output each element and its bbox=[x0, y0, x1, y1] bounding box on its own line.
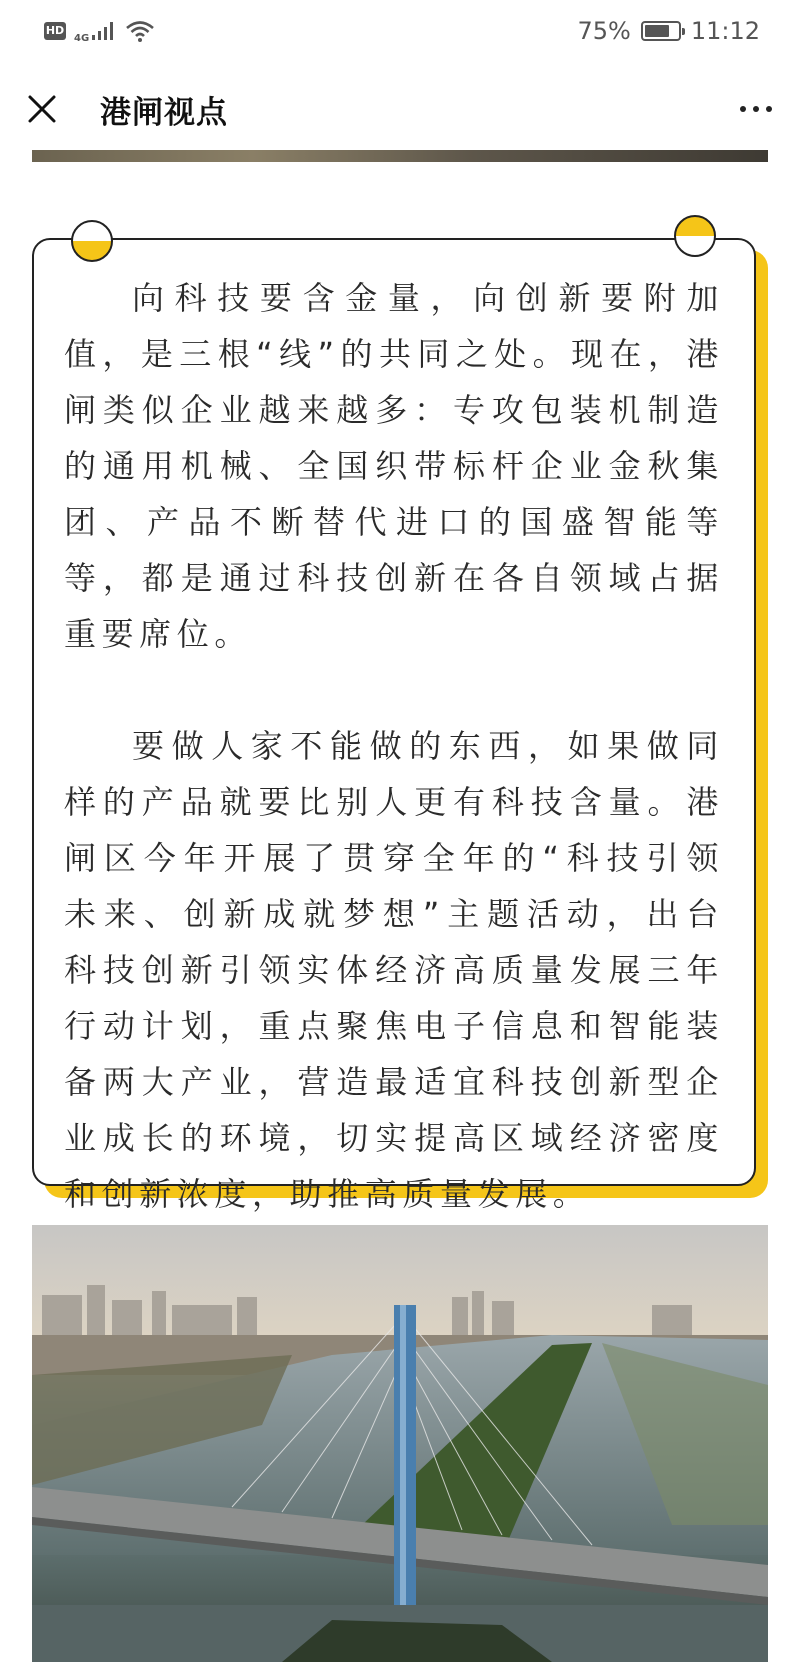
hd-badge: HD bbox=[44, 22, 66, 40]
article-paragraph-2: 要做人家不能做的东西，如果做同样的产品就要比别人更有科技含量。港闸区今年开展了贯穿全年的“科技引领未来、创新成就梦想”主题活动，出台科技创新引领实体经济高质量发展三年行动计划，重点聚焦电子信息和智能装备两大产业，营造最适宜科技创新型企业成长的环境，切实提高区域经济密度和创新浓度，助推高质量发展。 bbox=[64, 727, 724, 1213]
more-dots-icon bbox=[740, 106, 746, 112]
title-bar bbox=[0, 62, 800, 156]
battery-icon bbox=[641, 21, 681, 41]
close-icon bbox=[27, 94, 57, 124]
article-card bbox=[32, 238, 756, 1213]
wifi-icon bbox=[125, 19, 155, 43]
battery-fill bbox=[645, 25, 669, 37]
status-bar bbox=[0, 0, 800, 62]
battery-percent: 75% bbox=[577, 17, 631, 45]
article-paragraph-1: 向科技要含金量，向创新要附加值，是三根“线”的共同之处。现在，港闸类似企业越来越多：专攻包装机制造的通用机械、全国织带标杆企业金秋集团、产品不断替代进口的国盛智能等等，都是通过科技创新在各自领域占据重要席位。 bbox=[64, 279, 724, 653]
previous-image-edge bbox=[32, 150, 768, 162]
pin-left-decoration bbox=[71, 220, 113, 262]
bridge-photo-illustration bbox=[32, 1225, 768, 1662]
more-dots-icon bbox=[753, 106, 759, 112]
page-title: 港闸视点 bbox=[100, 94, 228, 131]
bridge-photo[interactable] bbox=[32, 1225, 768, 1662]
clock: 11:12 bbox=[690, 17, 760, 45]
more-options-button[interactable] bbox=[734, 96, 778, 122]
close-button[interactable] bbox=[22, 89, 62, 129]
network-type: 4G bbox=[74, 32, 90, 44]
status-left bbox=[44, 19, 155, 44]
pin-right-decoration bbox=[674, 215, 716, 257]
more-dots-icon bbox=[766, 106, 772, 112]
status-right bbox=[577, 17, 760, 45]
signal-bars-icon bbox=[91, 20, 117, 42]
